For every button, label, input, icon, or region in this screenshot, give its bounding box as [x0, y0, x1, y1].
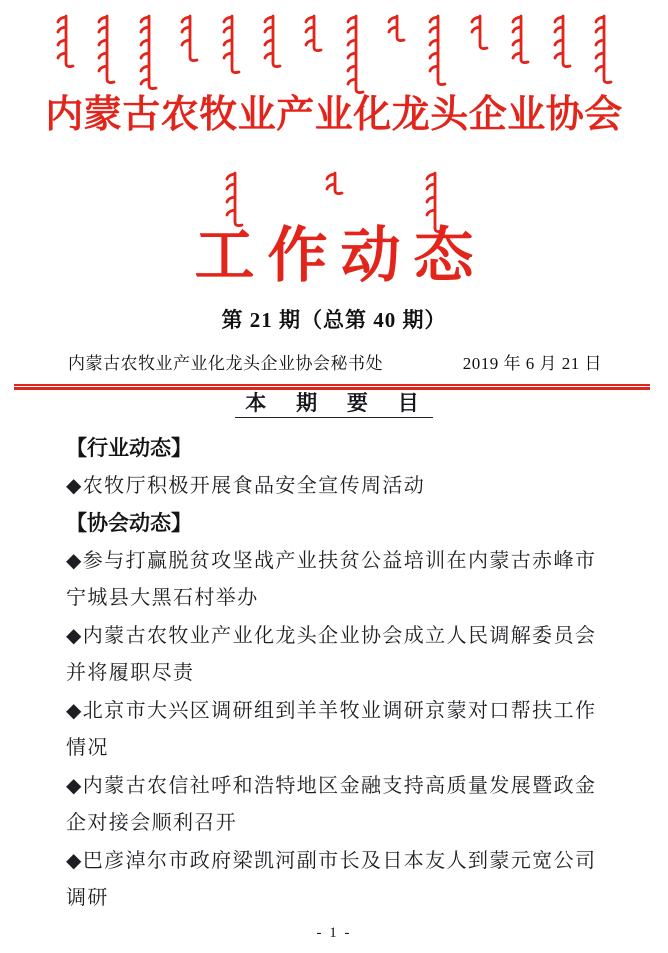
bulletin-title [0, 220, 668, 308]
association-title: 内蒙古农牧业产业化龙头企业协会 [45, 94, 623, 136]
toc-section-heading: 【协会动态】 [66, 512, 192, 535]
red-divider-rule [14, 384, 650, 390]
mongolian-script-banner-icon [54, 14, 614, 100]
meta-row [68, 351, 602, 377]
toc-section-heading: 【行业动态】 [66, 437, 192, 460]
publisher: 内蒙古农牧业产业化龙头企业协会秘书处 [68, 354, 383, 373]
toc-item: ◆巴彦淖尔市政府梁凯河副市长及日本友人到蒙元宽公司调研 [66, 849, 597, 909]
toc-item: ◆内蒙古农信社呼和浩特地区金融支持高质量发展暨政金企对接会顺利召开 [66, 774, 597, 834]
toc-item: ◆农牧厅积极开展食品安全宣传周活动 [66, 474, 426, 497]
toc-item: ◆参与打赢脱贫攻坚战产业扶贫公益培训在内蒙古赤峰市宁城县大黑石村举办 [66, 549, 597, 609]
toc-item: ◆内蒙古农牧业产业化龙头企业协会成立人民调解委员会并将履职尽责 [66, 624, 597, 684]
toc-list [66, 430, 606, 918]
toc-title [0, 392, 668, 418]
page-number: - 1 - [316, 925, 352, 941]
bulletin-title-text: 工作动态 [194, 223, 487, 289]
toc-item: ◆北京市大兴区调研组到羊羊牧业调研京蒙对口帮扶工作情况 [66, 699, 597, 759]
toc-title-text: 本 期 要 目 [235, 392, 433, 418]
issue-number: 第 21 期（总第 40 期） [221, 308, 447, 332]
publish-date: 2019 年 6 月 21 日 [462, 354, 602, 373]
